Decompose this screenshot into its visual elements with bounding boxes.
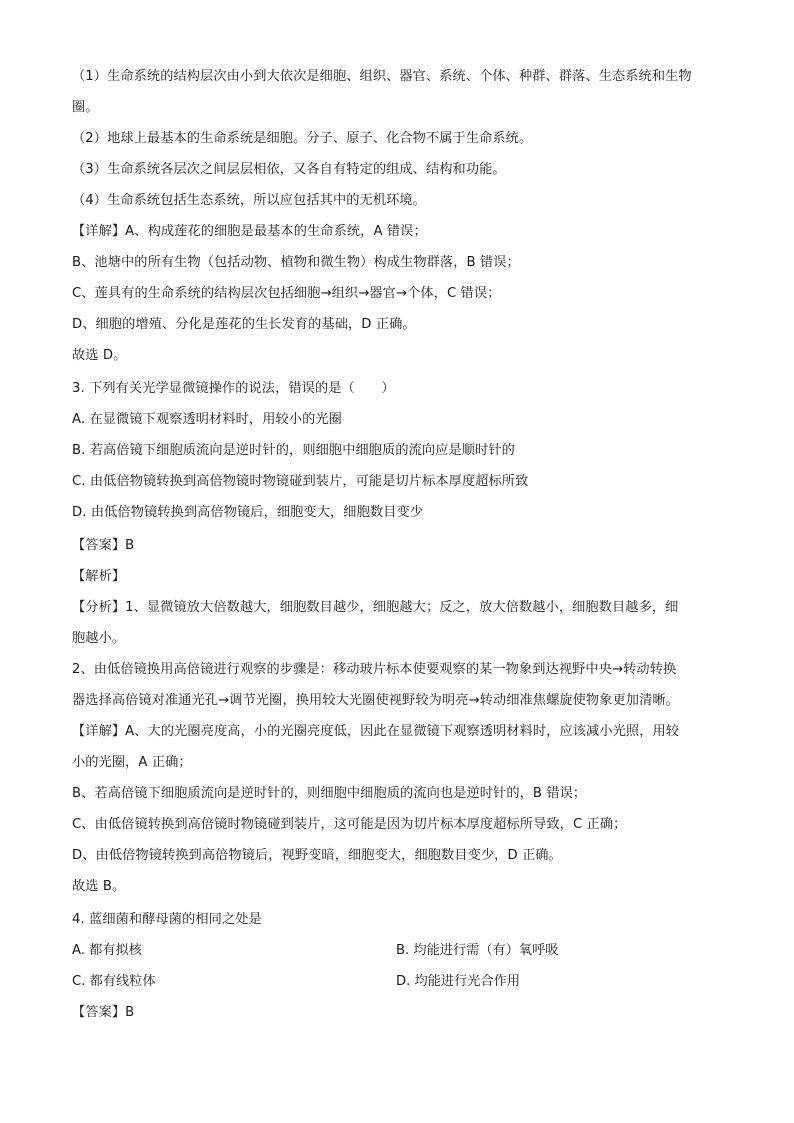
q4-answer: B xyxy=(125,1005,135,1020)
q3-analysis-sub-tag: 【分析】 xyxy=(72,600,126,615)
q3-analysis-line-1 xyxy=(72,592,734,623)
q3-answer-line xyxy=(72,530,734,561)
q3-detail-line-2: 小的光圈，A 正确； xyxy=(72,755,192,770)
q3-option-a: A. 在显微镜下观察透明材料时，用较小的光圈 xyxy=(72,412,342,427)
q3-conclusion: 故选 B。 xyxy=(72,879,126,894)
q2-point-1: （1）生命系统的结构层次由小到大依次是细胞、组织、器官、系统、个体、种群、群落、生态系统和生物 xyxy=(72,69,692,84)
q3-detail-tag: 【详解】 xyxy=(72,724,126,739)
q2-detail-line-3: C、莲具有的生命系统的结构层次包括细胞→组织→器官→个体，C 错误； xyxy=(72,286,501,301)
q2-point-4: （4）生命系统包括生态系统，所以应包括其中的无机环境。 xyxy=(72,193,426,208)
q4-stem: 4. 蓝细菌和酵母菌的相同之处是 xyxy=(72,912,262,927)
q4-option-a: A. 都有拟核 xyxy=(72,943,142,958)
q3-analysis-line-3: 2、由低倍镜换用高倍镜进行观察的步骤是：移动玻片标本使要观察的某一物象到达视野中央→转动转换 xyxy=(72,662,677,677)
q2-detail-line-2: B、池塘中的所有生物（包括动物、植物和微生物）构成生物群落，B 错误； xyxy=(72,255,520,270)
q3-analysis-text-1: 1、显微镜放大倍数越大，细胞数目越少，细胞越大；反之，放大倍数越小，细胞数目越多，细 xyxy=(125,600,679,615)
q2-detail-line-4: D、细胞的增殖、分化是莲花的生长发育的基础，D 正确。 xyxy=(72,317,416,332)
q3-detail-line-4: C、由低倍镜转换到高倍镜时物镜碰到装片，这可能是因为切片标本厚度超标所导致，C 正确； xyxy=(72,817,627,832)
q2-conclusion: 故选 D。 xyxy=(72,348,127,363)
q2-point-3: （3）生命系统各层次之间层层相依，又各自有特定的组成、结构和功能。 xyxy=(72,162,506,177)
q3-stem: 3. 下列有关光学显微镜操作的说法，错误的是（ ） xyxy=(72,381,395,396)
q3-analysis-line-2: 胞越小。 xyxy=(72,631,126,646)
q3-option-c: C. 由低倍物镜转换到高倍物镜时物镜碰到装片，可能是切片标本厚度超标所致 xyxy=(72,474,529,489)
q4-answer-tag: 【答案】 xyxy=(72,1005,126,1020)
q3-analysis-line-4: 器选择高倍镜对准通光孔→调节光圈，换用较大光圈使视野较为明亮→转动细准焦螺旋使物象更加清晰。 xyxy=(72,693,679,708)
q3-detail-line-3: B、若高倍镜下细胞质流向是逆时针的，则细胞中细胞质的流向也是逆时针的，B 错误； xyxy=(72,786,587,801)
q4-option-d: D. 均能进行光合作用 xyxy=(396,974,521,989)
q4-answer-line xyxy=(72,997,734,1028)
q4-option-c: C. 都有线粒体 xyxy=(72,974,156,989)
q3-analysis-tag: 【解析】 xyxy=(72,569,126,584)
q2-detail-text-1: A、构成莲花的细胞是最基本的生命系统，A 错误； xyxy=(125,224,427,239)
q3-answer-tag: 【答案】 xyxy=(72,538,126,553)
q3-option-d: D. 由低倍物镜转换到高倍物镜后，细胞变大，细胞数目变少 xyxy=(72,505,424,520)
q3-detail-line-1 xyxy=(72,716,734,747)
q3-answer: B xyxy=(125,538,135,553)
q2-point-2: （2）地球上最基本的生命系统是细胞。分子、原子、化合物不属于生命系统。 xyxy=(72,131,533,146)
q3-detail-text-1: A、大的光圈亮度高，小的光圈亮度低，因此在显微镜下观察透明材料时，应该减小光照，用较 xyxy=(125,724,680,739)
q4-option-b: B. 均能进行需（有）氧呼吸 xyxy=(396,943,559,958)
q2-point-1-cont: 圈。 xyxy=(72,100,99,115)
q3-option-b: B. 若高倍镜下细胞质流向是逆时针的，则细胞中细胞质的流向应是顺时针的 xyxy=(72,443,515,458)
q3-detail-line-5: D、由低倍物镜转换到高倍物镜后，视野变暗，细胞变大，细胞数目变少，D 正确。 xyxy=(72,848,562,863)
q2-detail-tag: 【详解】 xyxy=(72,224,126,239)
q2-detail-line-1 xyxy=(72,216,734,247)
